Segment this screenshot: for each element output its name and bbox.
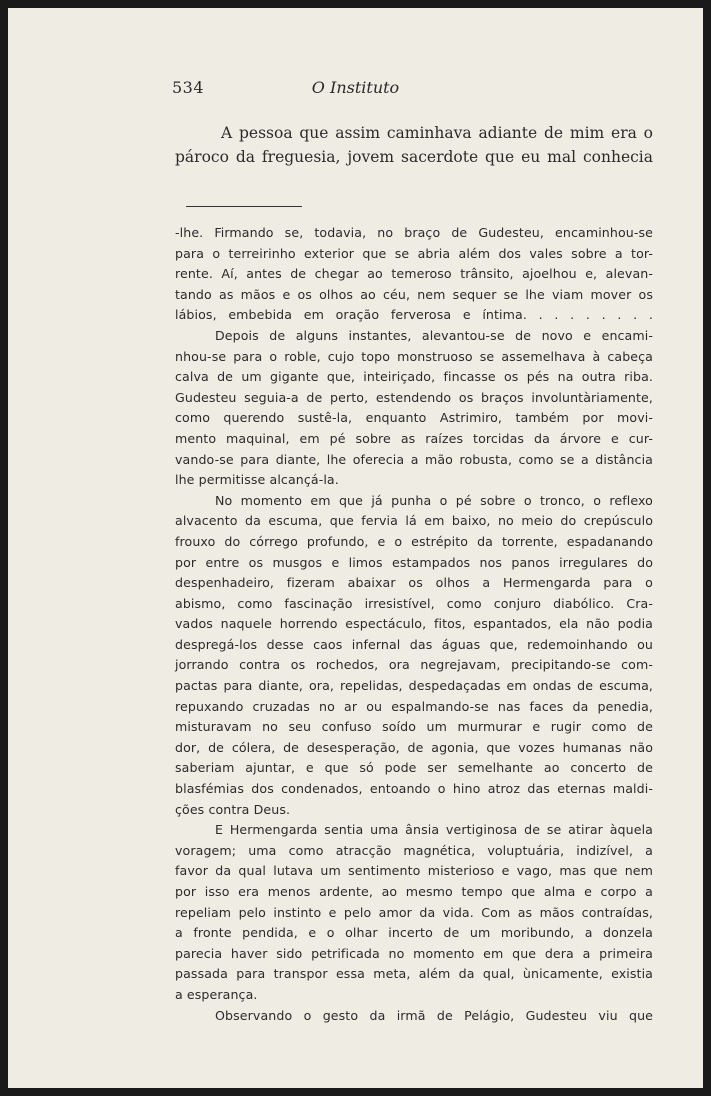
body-line: lhe permitisse alcançá-la. [175,472,339,488]
body-line: Gudesteu seguia-a de perto, estendendo os braços involuntàriamente, [175,389,653,405]
body-line: passada para transpor essa meta, além da qual, ùnicamente, existia [175,966,653,982]
body-line: saberiam ajuntar, e que só pode ser semelhante ao concerto de [175,760,653,776]
body-line: para o terreirinho exterior que se abria além dos vales sobre a tor- [175,245,653,261]
top-paragraph-line: pároco da freguesia, jovem sacerdote que eu mal conhecia [175,148,653,166]
body-line: abismo, como fascinação irresistível, como conjuro diabólico. Cra- [175,595,653,611]
body-line: frouxo do córrego profundo, e o estrépito da torrente, espadanando [175,533,653,549]
body-line: Depois de alguns instantes, alevantou-se de novo e encami- [215,327,653,343]
body-line: mento maquinal, em pé sobre as raízes torcidas da árvore e cur- [175,430,653,446]
body-line: dor, de cólera, de desesperação, de agonia, que vozes humanas não [175,739,653,755]
body-line: a esperança. [175,986,258,1002]
body-text [175,223,653,1026]
body-line: parecia haver sido petrificada no momento em que dera a primeira [175,945,653,961]
body-line: repeliam pelo instinto e pelo amor da vida. Com as mãos contraídas, [175,904,653,920]
body-line: -lhe. Firmando se, todavia, no braço de Gudesteu, encaminhou-se [175,225,653,240]
body-line: misturavam no seu confuso soído um murmurar e rugir como de [175,719,653,735]
body-line: alvacento da escuma, que fervia lá em baixo, no meio do crepúsculo [175,513,653,529]
body-line: pactas para diante, ora, repelidas, despedaçadas em ondas de escuma, [175,678,653,694]
body-line: rente. Aí, antes de chegar ao temeroso trânsito, ajoelhou e, alevan- [175,266,653,282]
body-line: jorrando contra os rochedos, ora negrejavam, precipitando-se com- [175,657,653,673]
body-line: por isso era menos ardente, ao mesmo tempo que alma e corpo a [175,884,653,899]
body-line: vando-se para diante, lhe oferecia a mão robusta, como se a distância [175,451,653,467]
body-line: tando as mãos e os olhos ao céu, nem sequer se lhe viam mover os [175,286,653,302]
body-line: E Hermengarda sentia uma ânsia vertiginosa de se atirar àquela [215,822,653,838]
body-line: ções contra Deus. [175,801,291,817]
body-line: lábios, embebida em oração ferverosa e íntima. . . . . . . . . [175,307,653,323]
page-header [8,78,703,100]
body-line: calva de um gigante que, inteiriçado, fincasse os pés na outra riba. [175,369,653,385]
top-paragraph-line: A pessoa que assim caminhava adiante de mim era o [221,124,653,142]
top-paragraph [175,121,653,169]
body-line: por entre os musgos e limos estampados nos panos irregulares do [175,554,653,570]
separator-rule [186,206,302,207]
body-line: favor da qual lutava um sentimento misterioso e vago, mas que nem [175,863,653,879]
page-number: 534 [172,78,205,97]
running-title: O Instituto [311,78,400,97]
body-line: blasfémias dos condenados, entoando o hino atroz das eternas maldi- [175,781,653,797]
body-line: No momento em que já punha o pé sobre o tronco, o reflexo [215,492,653,508]
body-line: como querendo sustê-la, enquanto Astrimiro, também por movi- [175,410,653,426]
body-line: nhou-se para o roble, cujo topo monstruoso se assemelhava à cabeça [175,348,653,364]
body-line: despenhadeiro, fizeram abaixar os olhos a Hermengarda para o [175,575,653,591]
body-line: vados naquele horrendo espectáculo, fitos, espantados, ela não podia [175,616,653,632]
body-line: a fronte pendida, e o olhar incerto de um moribundo, a donzela [175,925,653,941]
body-line: voragem; uma como atracção magnética, voluptuária, indizível, a [175,842,653,858]
body-line: Observando o gesto da irmã de Pelágio, Gudesteu viu que [215,1007,653,1023]
body-line: despregá-los desse caos infernal das águas que, redemoinhando ou [175,636,653,652]
book-page [8,8,703,1088]
body-line: repuxando cruzadas no ar ou espalmando-se nas faces da penedia, [175,698,653,714]
